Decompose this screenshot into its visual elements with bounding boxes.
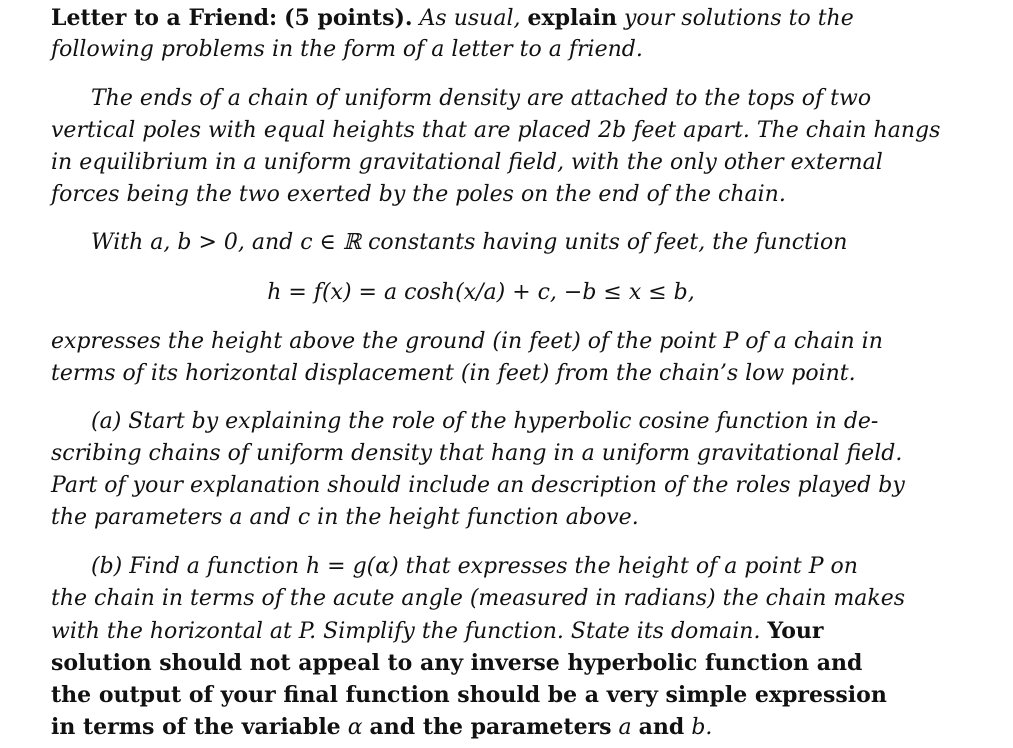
problem-line-1: The ends of a chain of uniform density are attached to the tops of two — [91, 86, 872, 111]
part-a-line-4: the parameters a and c in the height function above. — [51, 505, 639, 530]
heading-as-usual: As usual, — [419, 6, 521, 31]
last-line-text-a: in terms of the variable — [51, 714, 341, 740]
problem-line-3: in equilibrium in a uniform gravitational field, with the only other external — [51, 150, 883, 175]
part-b-line-2: the chain in terms of the acute angle (measured in radians) the chain makes — [51, 586, 906, 611]
part-a-line-3: Part of your explanation should include an description of the roles played by — [51, 473, 905, 498]
part-b-line-3 — [51, 615, 917, 648]
after-formula-line-2: terms of its horizontal displacement (in feet) from the chain’s low point. — [51, 361, 856, 386]
part-b-line-3-bold: Your — [767, 618, 824, 644]
part-b-bold-line-2: the output of your final function should be a very simple expression — [51, 682, 887, 708]
constants-line: With a, b > 0, and c ∈ ℝ constants having units of feet, the function — [91, 230, 848, 255]
height-formula: h = f(x) = a cosh(x/a) + c, −b ≤ x ≤ b, — [267, 280, 695, 305]
part-b-bold-line-1: solution should not appeal to any inverse hyperbolic function and — [51, 650, 863, 676]
param-b: b. — [691, 715, 713, 740]
param-a: a — [618, 715, 632, 740]
heading-explain: explain — [527, 5, 617, 31]
problem-line-4: forces being the two exerted by the poles on the end of the chain. — [51, 182, 786, 207]
heading-title: Letter to a Friend: — [51, 5, 278, 31]
last-line-and: and — [638, 714, 685, 740]
heading-line-2: following problems in the form of a letter to a friend. — [51, 37, 643, 62]
heading-rest: your solutions to the — [623, 6, 854, 31]
part-a-line-1: (a) Start by explaining the role of the hyperbolic cosine function in de- — [91, 409, 879, 434]
last-line-text-b: and the parameters — [369, 714, 612, 740]
alpha-symbol: α — [347, 715, 363, 740]
part-b-line-3-italic: with the horizontal at P. Simplify the function. State its domain. — [51, 619, 761, 644]
part-b-line-1: (b) Find a function h = g(α) that expresses the height of a point P on — [91, 554, 858, 579]
part-a-line-2: scribing chains of uniform density that hang in a uniform gravitational field. — [51, 441, 903, 466]
after-formula-line-1: expresses the height above the ground (in feet) of the point P of a chain in — [51, 329, 883, 354]
part-b-last-line — [51, 711, 917, 744]
heading-points: (5 points). — [284, 5, 413, 31]
heading-line-1 — [51, 2, 917, 35]
problem-line-2: vertical poles with equal heights that are placed 2b feet apart. The chain hangs — [51, 118, 941, 143]
